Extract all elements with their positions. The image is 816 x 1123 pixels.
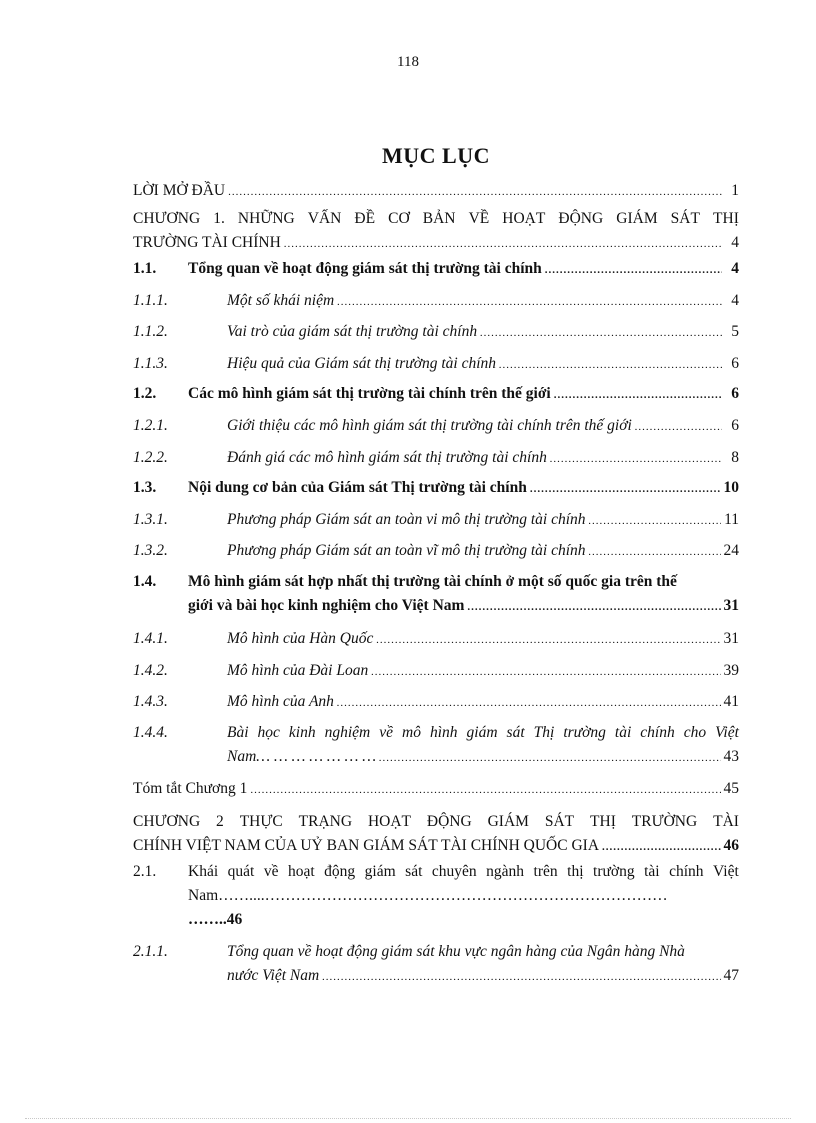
toc-entry-1-1-3[interactable] bbox=[133, 352, 739, 377]
toc-entry-1-3-1[interactable] bbox=[133, 508, 739, 533]
entry-label-line1: Mô hình giám sát hợp nhất thị trường tài chính ở một số quốc gia trên thế bbox=[188, 573, 677, 590]
dot-leader bbox=[635, 415, 722, 439]
toc-entry-1-4-2[interactable] bbox=[133, 659, 739, 684]
entry-page: 45 bbox=[723, 780, 739, 797]
toc-entry-1-4[interactable] bbox=[133, 570, 739, 619]
toc-entry-1-2-2[interactable] bbox=[133, 446, 739, 471]
toc-entry-1-4-3[interactable] bbox=[133, 690, 739, 715]
toc-entry-1-1-2[interactable] bbox=[133, 320, 739, 345]
entry-number: 1.4.1. bbox=[133, 630, 168, 647]
entry-number: 1.4.3. bbox=[133, 693, 168, 710]
entry-label-line3: ……..46 bbox=[188, 911, 243, 928]
dot-leader bbox=[589, 509, 722, 533]
entry-page: 1 bbox=[731, 182, 739, 199]
dot-leader bbox=[284, 232, 722, 256]
entry-number: 1.3.2. bbox=[133, 542, 168, 559]
entry-label: LỜI MỞ ĐẦU bbox=[133, 182, 226, 199]
entry-number: 1.2.1. bbox=[133, 417, 168, 434]
entry-page: 6 bbox=[731, 417, 739, 434]
entry-label: Phương pháp Giám sát an toàn vi mô thị trường tài chính bbox=[227, 511, 586, 528]
entry-page: 47 bbox=[723, 967, 739, 984]
entry-label-line1: Khái quát về hoạt động giám sát chuyên ngành trên thị trường tài chính Việt bbox=[188, 863, 739, 880]
entry-number: 1.1. bbox=[133, 260, 157, 277]
dot-leader bbox=[499, 353, 722, 377]
entry-page: 6 bbox=[731, 385, 739, 402]
entry-page: 6 bbox=[731, 355, 739, 372]
entry-label: Giới thiệu các mô hình giám sát thị trường tài chính trên thế giới bbox=[227, 417, 632, 434]
dot-leader bbox=[550, 447, 722, 471]
dot-leader bbox=[376, 628, 720, 652]
entry-label-line2: Nam… … … … … … … bbox=[227, 748, 377, 765]
entry-page: 41 bbox=[723, 693, 739, 710]
entry-number: 1.4.4. bbox=[133, 724, 168, 741]
dot-leader bbox=[467, 595, 720, 619]
toc-entry-loi-mo-dau[interactable] bbox=[133, 179, 739, 204]
dot-leader bbox=[602, 835, 720, 859]
dot-leader bbox=[480, 321, 722, 345]
entry-number: 1.2.2. bbox=[133, 449, 168, 466]
entry-label: Mô hình của Đài Loan bbox=[227, 662, 369, 679]
dot-leader bbox=[337, 290, 722, 314]
entry-label-line2: giới và bài học kinh nghiệm cho Việt Nam bbox=[188, 597, 465, 614]
dot-leader bbox=[337, 691, 721, 715]
chapter-2-heading-line2: CHÍNH VIỆT NAM CỦA UỶ BAN GIÁM SÁT TÀI CHÍNH QUỐC GIA bbox=[133, 837, 600, 854]
entry-page: 46 bbox=[723, 837, 739, 854]
entry-page: 31 bbox=[723, 597, 739, 614]
entry-page: 10 bbox=[723, 479, 739, 496]
dot-leader bbox=[545, 258, 722, 282]
entry-label-line1: Bài học kinh nghiệm về mô hình giám sát Thị trường tài chính cho Việt bbox=[227, 724, 739, 741]
entry-label-line2: nước Việt Nam bbox=[227, 967, 320, 984]
dot-leader bbox=[554, 383, 722, 407]
page-number: 118 bbox=[397, 54, 419, 70]
entry-label: Mô hình của Anh bbox=[227, 693, 334, 710]
toc-entry-1-2-1[interactable] bbox=[133, 414, 739, 439]
toc-entry-1-1[interactable] bbox=[133, 257, 739, 282]
dot-leader bbox=[228, 180, 722, 204]
page-bottom-border bbox=[25, 1118, 791, 1119]
dot-leader bbox=[379, 746, 720, 770]
entry-number: 1.4.2. bbox=[133, 662, 168, 679]
entry-number: 1.3. bbox=[133, 479, 157, 496]
entry-label-line2: Nam……....…………………………………………………………………… bbox=[188, 887, 668, 904]
dot-leader bbox=[250, 778, 720, 802]
entry-page: 11 bbox=[724, 511, 739, 528]
entry-label: Hiệu quả của Giám sát thị trường tài chính bbox=[227, 355, 497, 372]
chapter-2-heading-line1: CHƯƠNG 2 THỰC TRẠNG HOẠT ĐỘNG GIÁM SÁT THỊ TRƯỜNG TÀI bbox=[133, 813, 739, 830]
toc-entry-chapter-1[interactable] bbox=[133, 207, 739, 256]
entry-number: 1.2. bbox=[133, 385, 157, 402]
entry-page: 4 bbox=[731, 292, 739, 309]
toc-entry-tom-tat-chuong-1[interactable] bbox=[133, 777, 739, 802]
dot-leader bbox=[322, 965, 720, 989]
entry-label: Vai trò của giám sát thị trường tài chính bbox=[227, 323, 478, 340]
dot-leader bbox=[530, 477, 721, 501]
dot-leader bbox=[371, 660, 720, 684]
entry-number: 1.4. bbox=[133, 573, 157, 590]
entry-page: 43 bbox=[723, 748, 739, 765]
entry-label: Mô hình của Hàn Quốc bbox=[227, 630, 374, 647]
entry-label: Tổng quan về hoạt động giám sát thị trường tài chính bbox=[188, 260, 542, 277]
toc-entry-1-4-4[interactable] bbox=[133, 721, 739, 770]
toc-entry-1-1-1[interactable] bbox=[133, 289, 739, 314]
entry-label-line1: Tổng quan về hoạt động giám sát khu vực ngân hàng của Ngân hàng Nhà bbox=[227, 943, 685, 960]
entry-page: 8 bbox=[731, 449, 739, 466]
entry-page: 5 bbox=[731, 323, 739, 340]
entry-label: Tóm tắt Chương 1 bbox=[133, 780, 248, 797]
toc-entry-2-1[interactable] bbox=[133, 860, 739, 932]
toc-entry-1-4-1[interactable] bbox=[133, 627, 739, 652]
entry-number: 1.3.1. bbox=[133, 511, 168, 528]
chapter-1-heading-line1: CHƯƠNG 1. NHỮNG VẤN ĐỀ CƠ BẢN VỀ HOẠT ĐỘNG GIÁM SÁT THỊ bbox=[133, 210, 739, 227]
entry-label: Nội dung cơ bản của Giám sát Thị trường tài chính bbox=[188, 479, 527, 496]
entry-page: 24 bbox=[723, 542, 739, 559]
toc-entry-1-2[interactable] bbox=[133, 382, 739, 407]
entry-page: 31 bbox=[723, 630, 739, 647]
entry-page: 4 bbox=[731, 260, 739, 277]
entry-number: 1.1.1. bbox=[133, 292, 168, 309]
toc-entry-1-3[interactable] bbox=[133, 476, 739, 501]
toc-entry-1-3-2[interactable] bbox=[133, 539, 739, 564]
entry-label: Đánh giá các mô hình giám sát thị trường tài chính bbox=[227, 449, 547, 466]
chapter-1-heading-line2: TRƯỜNG TÀI CHÍNH bbox=[133, 234, 281, 251]
entry-number: 1.1.2. bbox=[133, 323, 168, 340]
entry-page: 39 bbox=[723, 662, 739, 679]
dot-leader bbox=[589, 540, 721, 564]
entry-label: Các mô hình giám sát thị trường tài chính trên thế giới bbox=[188, 385, 551, 402]
entry-label: Phương pháp Giám sát an toàn vĩ mô thị trường tài chính bbox=[227, 542, 586, 559]
entry-number: 2.1. bbox=[133, 863, 157, 880]
toc-entry-chapter-2[interactable] bbox=[133, 810, 739, 859]
entry-page: 4 bbox=[731, 234, 739, 251]
entry-label: Một số khái niệm bbox=[227, 292, 335, 309]
entry-number: 2.1.1. bbox=[133, 943, 168, 960]
toc-entry-2-1-1[interactable] bbox=[133, 940, 739, 989]
toc-title: MỤC LỤC bbox=[382, 143, 490, 168]
entry-number: 1.1.3. bbox=[133, 355, 168, 372]
